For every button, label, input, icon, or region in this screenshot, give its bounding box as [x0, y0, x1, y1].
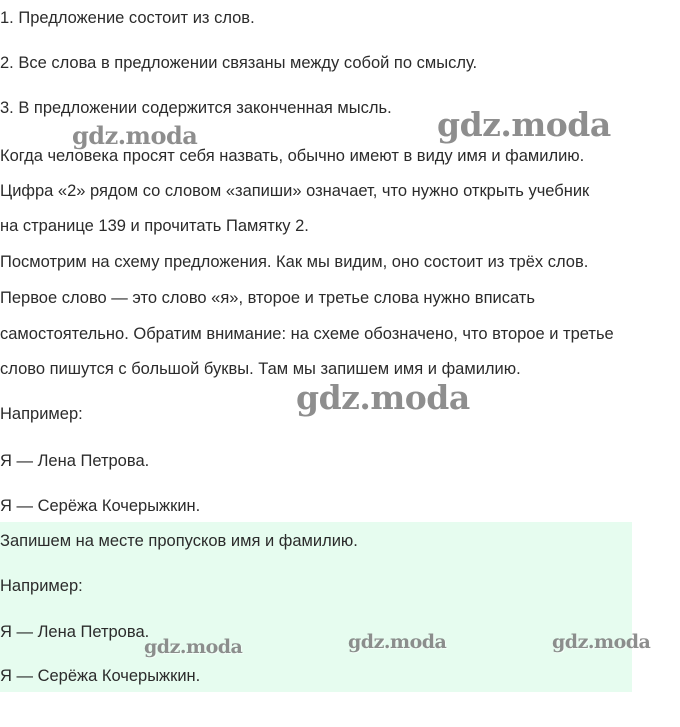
rule-3: 3. В предложении содержится законченная мысль.: [0, 99, 392, 117]
answer-example-label: Например:: [0, 577, 83, 595]
explanation-line: слово пишутся с большой буквы. Там мы запишем имя и фамилию.: [0, 360, 521, 378]
explanation-line: Когда человека просят себя назвать, обычно имеют в виду имя и фамилию.: [0, 147, 585, 165]
watermark-logo: gdz.moda: [552, 631, 651, 653]
explanation-line: на странице 139 и прочитать Памятку 2.: [0, 217, 309, 235]
watermark-logo: gdz.moda: [144, 636, 243, 658]
rule-1: 1. Предложение состоит из слов.: [0, 9, 255, 27]
watermark-logo: gdz.moda: [296, 378, 470, 417]
answer-line: Я — Лена Петрова.: [0, 623, 150, 641]
example-label: Например:: [0, 405, 83, 423]
explanation-line: самостоятельно. Обратим внимание: на схеме обозначено, что второе и третье: [0, 325, 614, 343]
watermark-logo: gdz.moda: [348, 631, 447, 653]
rule-2: 2. Все слова в предложении связаны между собой по смыслу.: [0, 54, 478, 72]
explanation-line: Цифра «2» рядом со словом «запиши» означает, что нужно открыть учебник: [0, 182, 590, 200]
watermark-logo: gdz.moda: [72, 121, 198, 150]
example-line: Я — Лена Петрова.: [0, 452, 150, 470]
explanation-line: Первое слово — это слово «я», второе и третье слова нужно вписать: [0, 289, 535, 307]
answer-line: Я — Серёжа Кочерыжкин.: [0, 667, 201, 685]
example-line: Я — Серёжа Кочерыжкин.: [0, 497, 201, 515]
watermark-logo: gdz.moda: [437, 105, 611, 144]
explanation-line: Посмотрим на схему предложения. Как мы видим, оно состоит из трёх слов.: [0, 253, 589, 271]
answer-instruction: Запишем на месте пропусков имя и фамилию.: [0, 532, 358, 550]
